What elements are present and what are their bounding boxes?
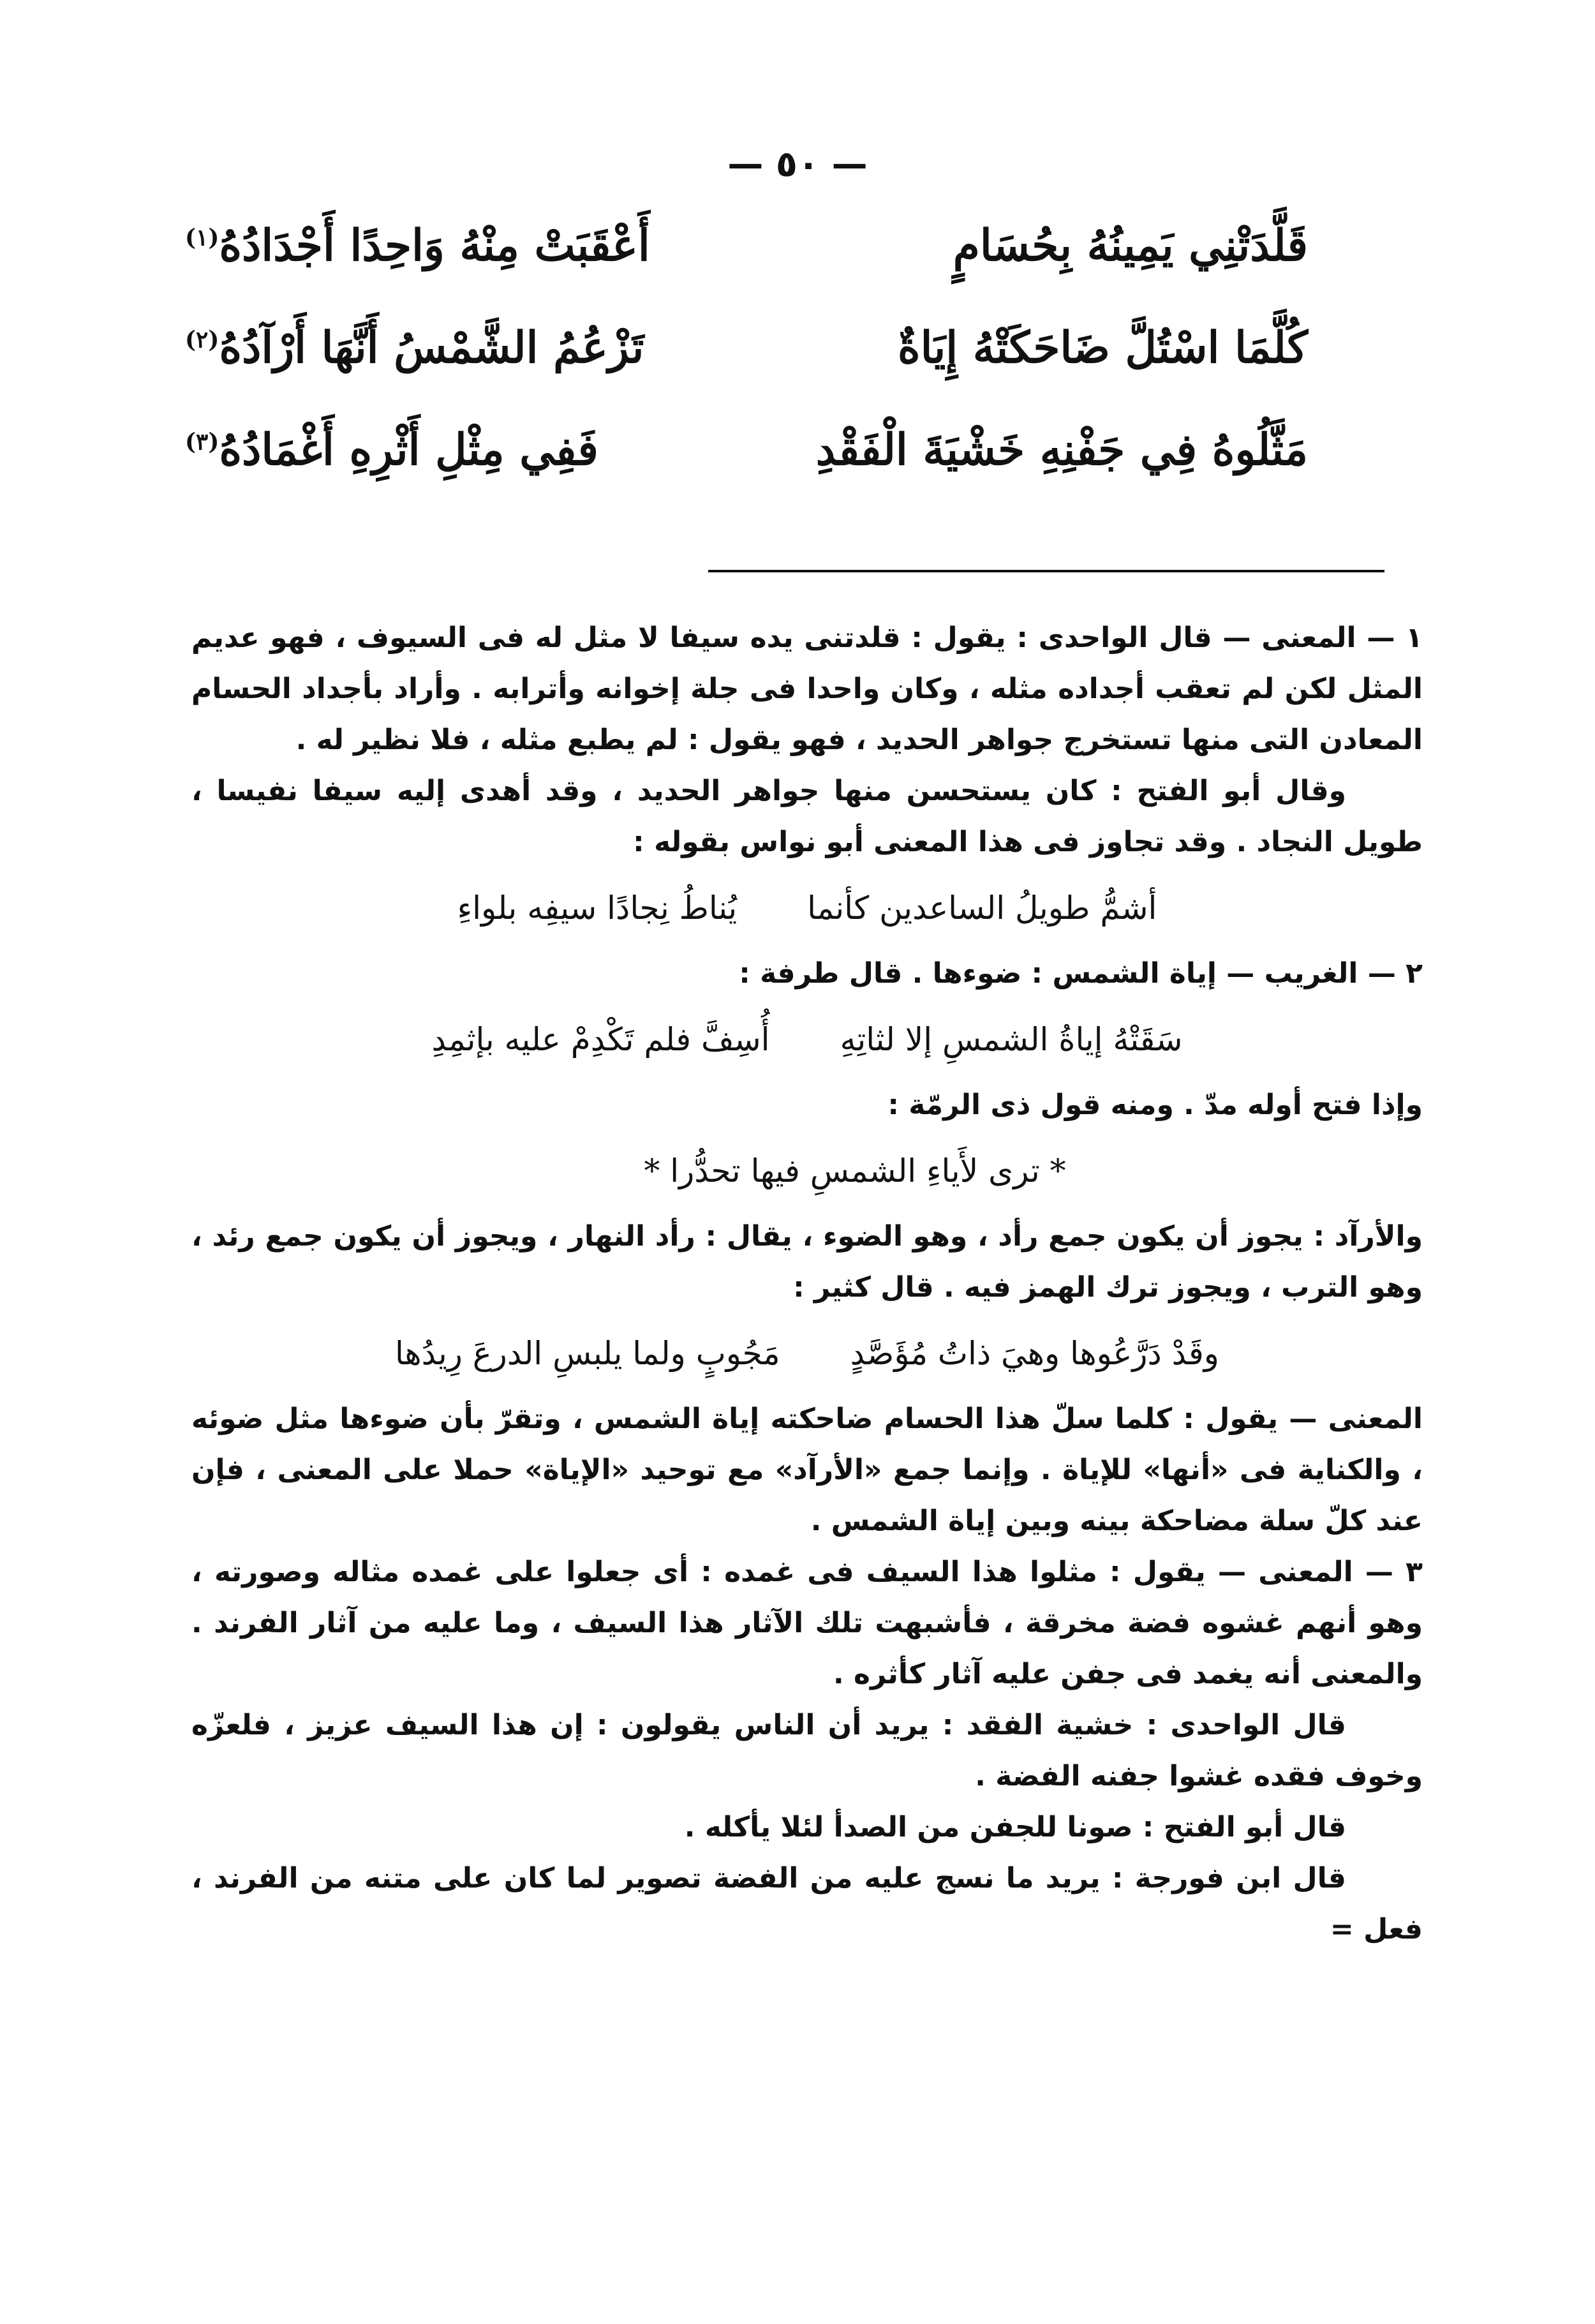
verse-3-second-hemistich — [185, 424, 598, 475]
footnote-ref-2: (٢) — [185, 326, 219, 354]
footnote-separator — [708, 570, 1384, 572]
note-2-poem-line-2 — [191, 1320, 1423, 1387]
footnotes — [191, 613, 1423, 1955]
note-2-paragraph-3: والأرآد : يجوز أن يكون جمع رأد ، وهو الضوء ، يقال : رأد النهار ، ويجوز أن يكون جمع رئد ، وهو الترب ، ويجوز ترك الهمز فيه . قال كثير : — [191, 1220, 1423, 1304]
note-2-poem-single-text: * ترى لأَياءِ الشمسِ فيها تحدُّرا * — [644, 1152, 1066, 1189]
note-2-paragraph-4: المعنى — يقول : كلما سلّ هذا الحسام ضاحكته إياة الشمس ، وتقرّ بأن ضوءها مثل ضوئه ، والكناية فى «أنها» للإياة . وإنما جمع «الأرآد» مع توحيد «الإياة» حملا على المعنى ، فإن عند كلّ سلة مضاحكة بينه وبين إياة الشمس . — [191, 1403, 1423, 1537]
poem-verses — [185, 220, 1308, 526]
note-2-poem-line — [191, 1006, 1423, 1073]
note-3-paragraph-4: قال ابن فورجة : يريد ما نسج عليه من الفضة تصوير لما كان على متنه من الفرند ، فعل = — [191, 1862, 1423, 1946]
note-3-paragraph-1: ٣ — المعنى — يقول : مثلوا هذا السيف فى غمده : أى جعلوا على غمده مثاله وصورته ، وهو أنهم غشوه فضة مخرقة ، فأشبهت تلك الآثار هذا السيف ، وما عليه من آثار الفرند . والمعنى أنه يغمد فى جفن عليه آثار كأثره . — [191, 1556, 1423, 1690]
note-1-paragraph-2: وقال أبو الفتح : كان يستحسن منها جواهر الحديد ، وقد أهدى إليه سيفا نفيسا ، طويل النجاد . وقد تجاوز فى هذا المعنى أبو نواس بقوله : — [191, 775, 1423, 858]
note-1-poem-second: يُناطُ نِجادًا سيفِه بلواءِ — [457, 890, 738, 927]
verse-2-first-hemistich: كُلَّمَا اسْتُلَّ ضَاحَكَتْهُ إِيَاةٌ — [897, 322, 1308, 373]
footnote-ref-1: (١) — [185, 224, 219, 251]
verse-1 — [185, 220, 1308, 322]
note-3-paragraph-3: قال أبو الفتح : صونا للجفن من الصدأ لئلا يأكله . — [684, 1811, 1346, 1844]
note-2-paragraph-2: وإذا فتح أوله مدّ . ومنه قول ذى الرمّة : — [887, 1089, 1423, 1121]
verse-3-second-text: فَفِي مِثْلِ أَثْرِهِ أَغْمَادُهُ — [219, 424, 598, 475]
note-2-poem-first: سَقَتْهُ إياةُ الشمسِ إلا لثاتِهِ — [840, 1021, 1183, 1058]
note-2-poem2-first: وقَدْ دَرَّعُوها وهيَ ذاتُ مُؤَصَّدٍ — [850, 1335, 1219, 1372]
verse-1-second-text: أَعْقَبَتْ مِنْهُ وَاحِدًا أَجْدَادُهُ — [219, 220, 650, 271]
verse-2-second-text: تَزْعُمُ الشَّمْسُ أَنَّهَا أَرْآدُهُ — [219, 322, 644, 373]
footnote-ref-3: (٣) — [185, 428, 219, 456]
verse-2-second-hemistich — [185, 322, 644, 373]
verse-3-first-hemistich: مَثَّلُوهُ فِي جَفْنِهِ خَشْيَةَ الْفَقْدِ — [815, 424, 1308, 475]
note-2-paragraph-1: ٢ — الغريب — إياة الشمس : ضوءها . قال طرفة : — [739, 957, 1423, 990]
verse-2 — [185, 322, 1308, 424]
note-1-poem-line — [191, 874, 1423, 942]
note-2-poem2-second: مَجُوبٍ ولما يلبسِ الدرعَ رِيدُها — [395, 1335, 780, 1372]
note-2-poem-single — [191, 1137, 1423, 1205]
verse-3 — [185, 424, 1308, 526]
note-1-paragraph-1: ١ — المعنى — قال الواحدى : يقول : قلدتنى يده سيفا لا مثل له فى السيوف ، فهو عديم المثل لكن لم تعقب أجداده مثله ، وكان واحدا فى جلة إخوانه وأترابه . وأراد بأجداد الحسام المعادن التى منها تستخرج جواهر الحديد ، فهو يقول : لم يطبع مثله ، فلا نظير له . — [191, 622, 1423, 756]
note-1-poem-first: أشمُّ طويلُ الساعدين كأنما — [807, 890, 1157, 927]
verse-1-first-hemistich: قَلَّدَتْنِي يَمِينُهُ بِحُسَامٍ — [953, 220, 1308, 271]
verse-1-second-hemistich — [185, 220, 650, 271]
note-2-poem-second: أُسِفَّ فلم تَكْدِمْ عليه بإثمِدِ — [431, 1021, 770, 1058]
page-number: — ٥٠ — — [727, 144, 868, 185]
note-3-paragraph-2: قال الواحدى : خشية الفقد : يريد أن الناس يقولون : إن هذا السيف عزيز ، فلعزّه وخوف فقده غشوا جفنه الفضة . — [191, 1709, 1423, 1792]
